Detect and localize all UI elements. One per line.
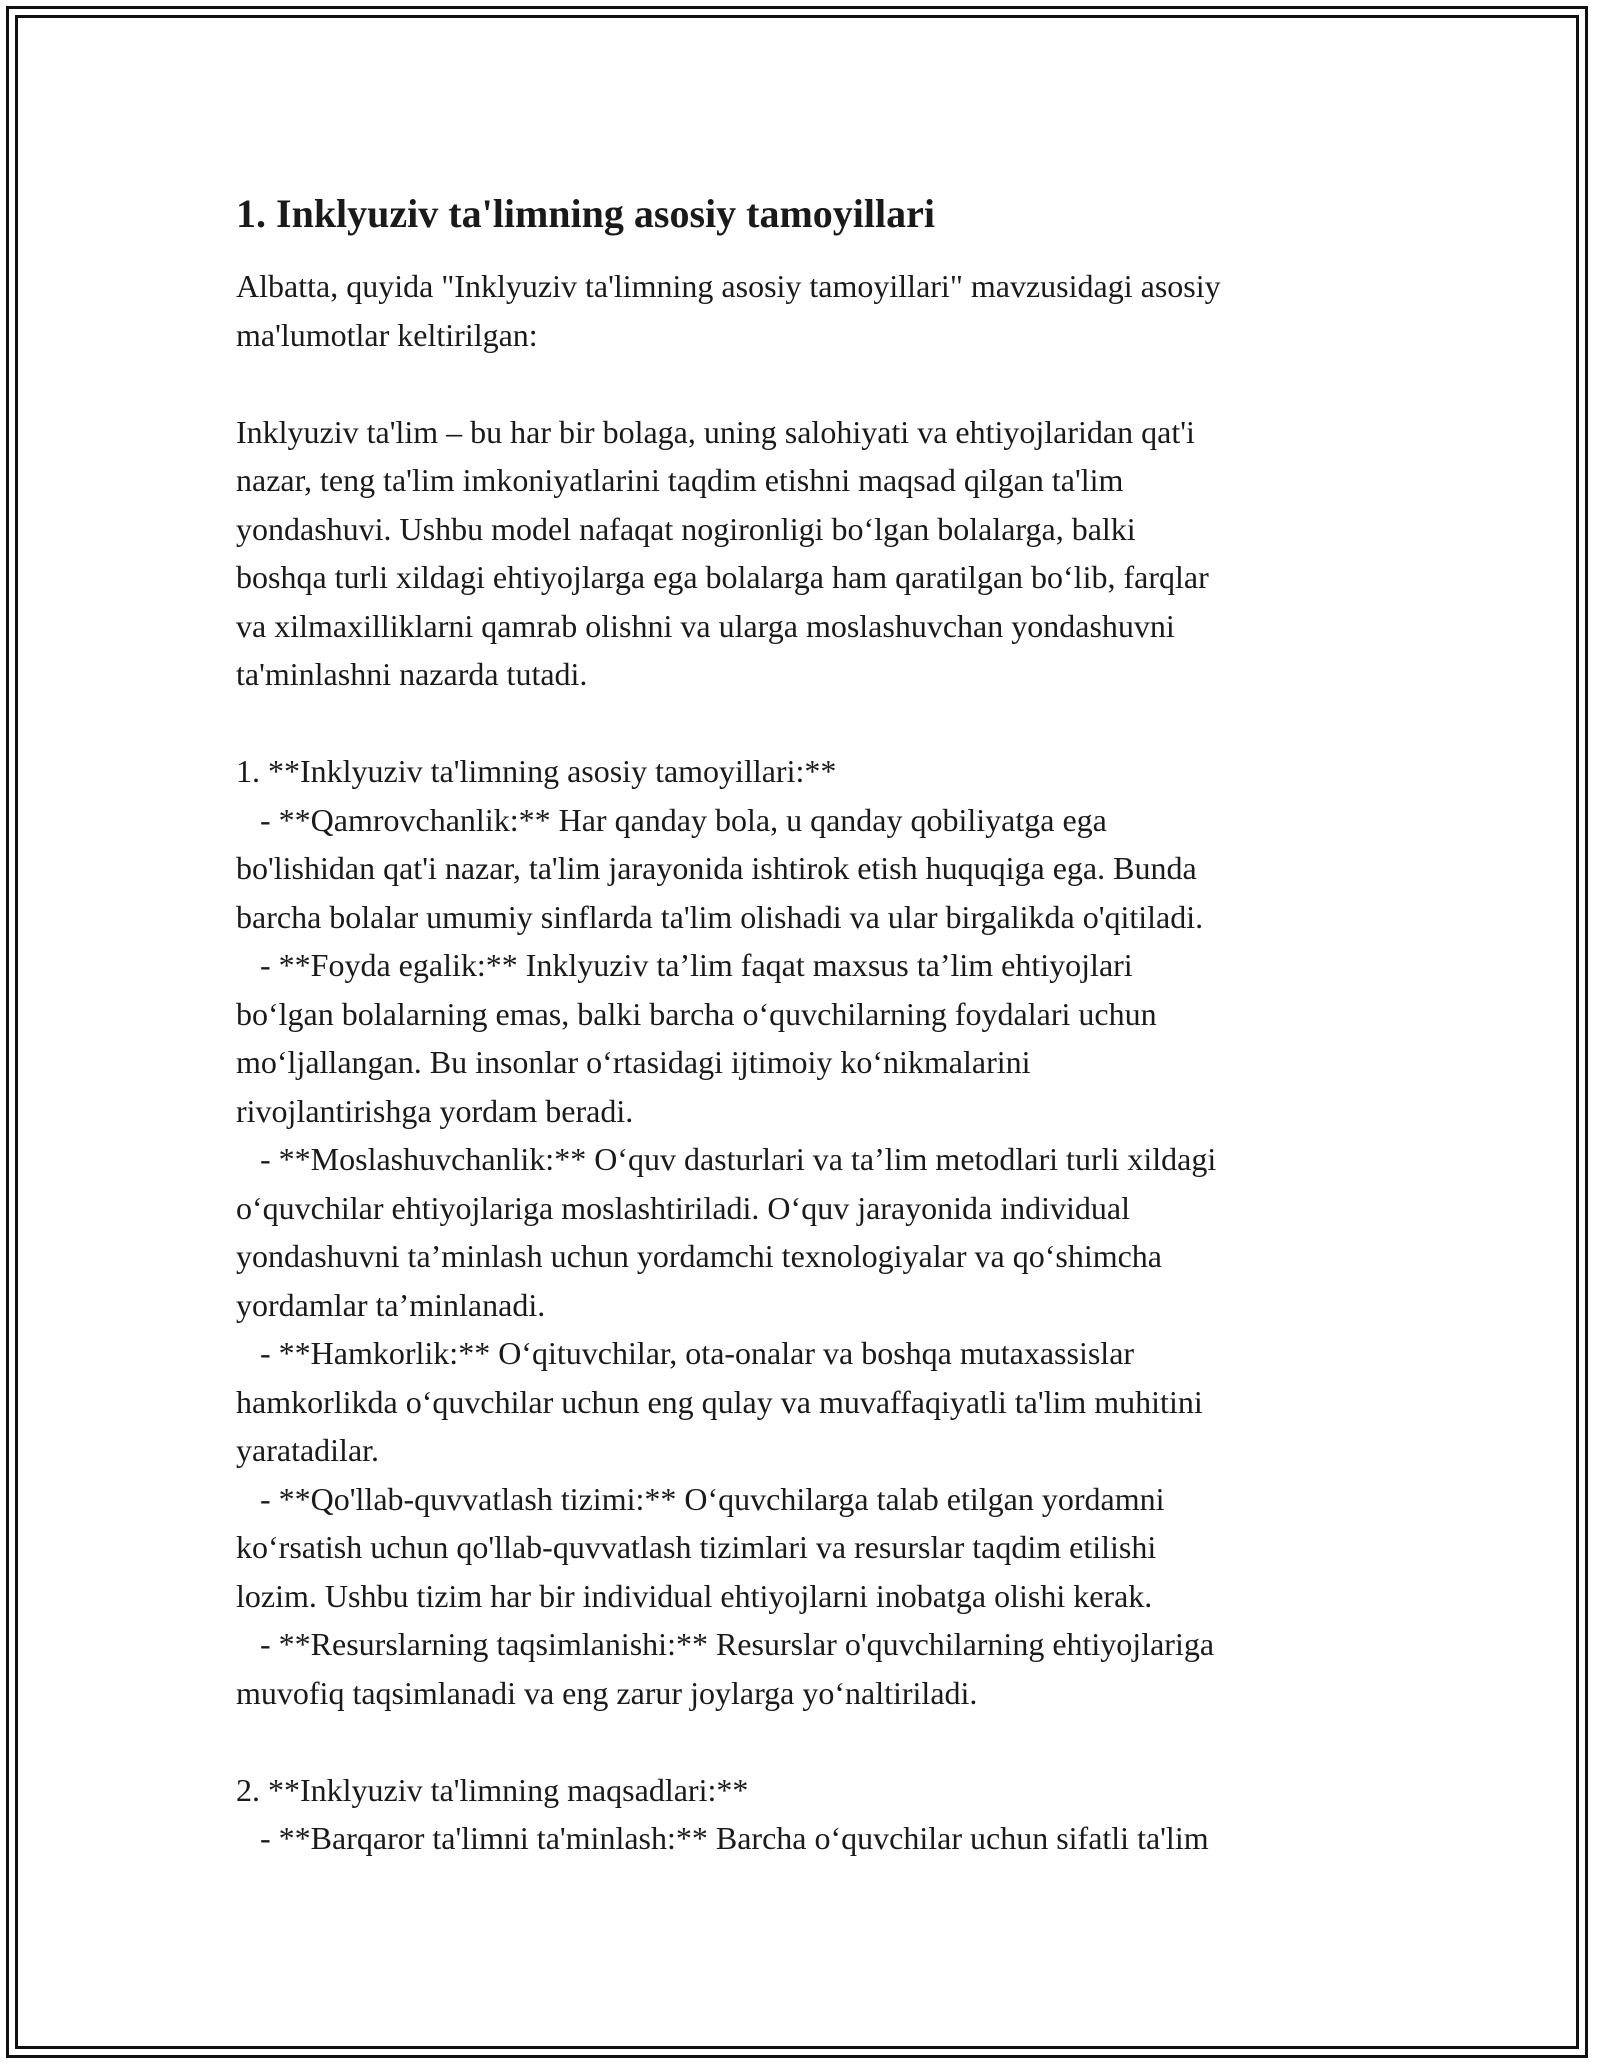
list-item-resurslar: - **Resurslarning taqsimlanishi:** Resurslar o'quvchilarning ehtiyojlariga muvofiq taqsimlanadi va eng zarur joylarga yo‘naltiriladi. [236,1626,1215,1711]
spacer [236,699,1386,748]
list-item-qollab-quvvatlash: - **Qo'llab-quvvatlash tizimi:** O‘quvchilarga talab etilgan yordamni ko‘rsatish uchun qo'llab-quvvatlash tizimlari va resurslar taqdim etilishi lozim. Ushbu tizim har bir individual ehtiyojlarni inobatga olishi kerak. [236,1480,1165,1614]
list-item-hamkorlik: - **Hamkorlik:** O‘qituvchilar, ota-onalar va boshqa mutaxassislar hamkorlikda o‘quvchilar uchun eng qulay va muvaffaqiyatli ta'lim muhitini yaratadilar. [236,1335,1203,1468]
document-body [236,186,1386,1863]
section-heading-goals: 2. **Inklyuziv ta'limning maqsadlari:** [236,1771,749,1808]
page-title: 1. Inklyuziv ta'limning asosiy tamoyillari [236,191,935,236]
list-item-qamrovchanlik: - **Qamrovchanlik:** Har qanday bola, u qanday qobiliyatga ega bo'lishidan qat'i nazar, ta'lim jarayonida ishtirok etish huquqiga ega. Bunda barcha bolalar umumiy sinflarda ta'lim olishadi va ular birgalikda o'qitiladi. [236,801,1204,935]
spacer [236,1717,1386,1766]
section-heading-principles: 1. **Inklyuziv ta'limning asosiy tamoyillari:** [236,753,837,789]
intro-paragraph: Albatta, quyida "Inklyuziv ta'limning asosiy tamoyillari" mavzusidagi asosiy ma'lumotlar keltirilgan: [236,268,1221,353]
spacer [236,359,1386,408]
list-item-foyda-egalik: - **Foyda egalik:** Inklyuziv ta’lim faqat maxsus ta’lim ehtiyojlari bo‘lgan bolalarning emas, balki barcha o‘quvchilarning foydalari uchun mo‘ljallangan. Bu insonlar o‘rtasidagi ijtimoiy ko‘nikmalarini rivojlantirishga yordam beradi. [236,947,1157,1129]
definition-paragraph: Inklyuziv ta'lim – bu har bir bolaga, uning salohiyati va ehtiyojlaridan qat'i nazar, teng ta'lim imkoniyatlarini taqdim etishni maqsad qilgan ta'lim yondashuvi. Ushbu model nafaqat nogironligi bo‘lgan bolalarga, balki boshqa turli xildagi ehtiyojlarga ega bolalarga ham qaratilgan bo‘lib, farqlar va xilmaxilliklarni qamrab olishni va ularga moslashuvchan yondashuvni ta'minlashni nazarda tutadi. [236,413,1209,692]
list-item-barqaror: - **Barqaror ta'limni ta'minlash:** Barcha o‘quvchilar uchun sifatli ta'lim [236,1820,1209,1856]
list-item-moslashuvchanlik: - **Moslashuvchanlik:** O‘quv dasturlari va ta’lim metodlari turli xildagi o‘quvchilar ehtiyojlariga moslashtiriladi. O‘quv jarayonida individual yondashuvni ta’minlash uchun yordamchi texnologiyalar va qo‘shimcha yordamlar ta’minlanadi. [236,1141,1217,1323]
